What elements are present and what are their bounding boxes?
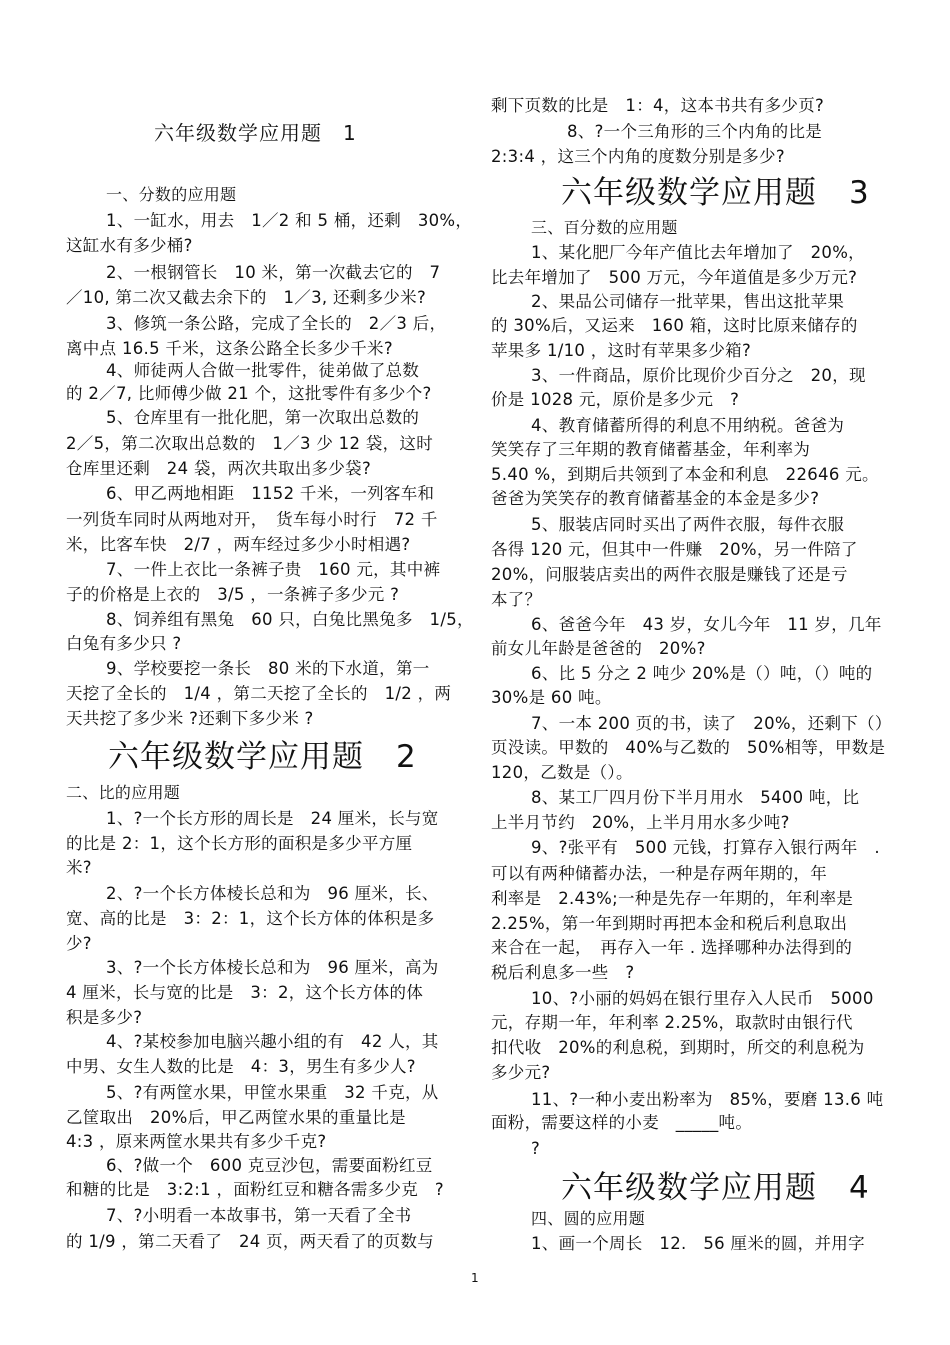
problem-line: 上半月节约 20%，上半月用水多少吨? xyxy=(491,813,790,832)
section-heading: 六年级数学应用题 4 xyxy=(561,1170,870,1206)
problem-line: 天共挖了多少米 ?还剩下多少米 ? xyxy=(66,709,314,728)
problem-line: 的比是 2：1，这个长方形的面积是多少平方厘 xyxy=(66,834,413,853)
problem-line: 可以有两种储蓄办法，一种是存两年期的，年 xyxy=(491,864,827,883)
problem-line: 的 2／7, 比师傅少做 21 个，这批零件有多少个? xyxy=(66,384,432,403)
problem-line: 中男、女生人数的比是 4：3，男生有多少人? xyxy=(66,1057,416,1076)
section-heading: 六年级数学应用题 1 xyxy=(154,121,357,145)
problem-line: 利率是 2.43%;一种是先存一年期的，年利率是 xyxy=(491,889,854,908)
problem-line: 前女儿年龄是爸爸的 20%? xyxy=(491,639,706,658)
problem-line: 6、甲乙两地相距 1152 千米，一列客车和 xyxy=(106,484,435,503)
problem-line: 4、师徒两人合做一批零件，徒弟做了总数 xyxy=(106,361,420,380)
category-title: 四、圆的应用题 xyxy=(531,1209,646,1228)
page-number: 1 xyxy=(471,1271,479,1285)
problem-line: 6、比 5 分之 2 吨少 20%是（）吨，（）吨的 xyxy=(531,664,873,683)
problem-line: 1、画一个周长 12. 56 厘米的圆，并用字 xyxy=(531,1234,865,1253)
problem-line: 7、一件上衣比一条裤子贵 160 元，其中裤 xyxy=(106,560,441,579)
section-heading: 六年级数学应用题 2 xyxy=(108,739,417,775)
problem-line: 8、某工厂四月份下半月用水 5400 吨，比 xyxy=(531,788,860,807)
problem-line: 9、?张平有 500 元钱，打算存入银行两年 . xyxy=(531,838,880,857)
problem-line: 面粉，需要这样的小麦 _____吨。 xyxy=(491,1113,753,1132)
problem-line: 30%是 60 吨。 xyxy=(491,688,612,707)
problem-line: 扣代收 20%的利息税，到期时，所交的利息税为 xyxy=(491,1038,865,1057)
category-title: 二、比的应用题 xyxy=(66,783,181,802)
problem-line: 2、?一个长方体棱长总和为 96 厘米，长、 xyxy=(106,884,439,903)
problem-line: 白兔有多少只 ? xyxy=(66,634,182,653)
problem-line: 笑笑存了三年期的教育储蓄基金，年利率为 xyxy=(491,440,811,459)
problem-line: 米? xyxy=(66,858,92,877)
problem-line: ? xyxy=(531,1139,541,1158)
problem-line: 4:3 ，原来两筐水果共有多少千克? xyxy=(66,1132,327,1151)
category-title: 一、分数的应用题 xyxy=(106,185,237,204)
problem-line: 6、?做一个 600 克豆沙包，需要面粉红豆 xyxy=(106,1156,433,1175)
section-heading: 六年级数学应用题 3 xyxy=(561,175,870,211)
problem-line: 页没读。甲数的 40%与乙数的 50%相等，甲数是 xyxy=(491,738,886,757)
problem-line: 8、?一个三角形的三个内角的比是 xyxy=(567,122,823,141)
problem-line: 7、?小明看一本故事书，第一天看了全书 xyxy=(106,1206,412,1225)
problem-line: 1、一缸水，用去 1／2 和 5 桶，还剩 30%， xyxy=(106,211,473,230)
problem-line: 2、果品公司储存一批苹果，售出这批苹果 xyxy=(531,292,845,311)
problem-line: 6、爸爸今年 43 岁，女儿今年 11 岁，几年 xyxy=(531,615,882,634)
problem-line: 5、?有两筐水果，甲筐水果重 32 千克，从 xyxy=(106,1083,439,1102)
problem-line: 的 1/9 ，第二天看了 24 页，两天看了的页数与 xyxy=(66,1232,435,1251)
problem-line: 7、一本 200 页的书，读了 20%，还剩下（） xyxy=(531,714,892,733)
problem-line: 5、仓库里有一批化肥，第一次取出总数的 xyxy=(106,408,420,427)
problem-line: 2／5，第二次取出总数的 1／3 少 12 袋，这时 xyxy=(66,434,434,453)
problem-line: 税后利息多一些 ? xyxy=(491,963,635,982)
problem-line: 积是多少? xyxy=(66,1008,143,1027)
category-title: 三、百分数的应用题 xyxy=(531,218,678,237)
problem-line: 4、教育储蓄所得的利息不用纳税。爸爸为 xyxy=(531,416,845,435)
problem-line: 爸爸为笑笑存的教育储蓄基金的本金是多少? xyxy=(491,489,820,508)
problem-line: 宽、高的比是 3：2：1，这个长方体的体积是多 xyxy=(66,909,435,928)
problem-line: 米，比客车快 2/7 ，两车经过多少小时相遇? xyxy=(66,535,411,554)
problem-line: 少? xyxy=(66,934,92,953)
problem-line: 子的价格是上衣的 3/5 ，一条裤子多少元 ? xyxy=(66,585,400,604)
problem-line: 5、服装店同时买出了两件衣服，每件衣服 xyxy=(531,515,845,534)
problem-line: 乙筐取出 20%后，甲乙两筐水果的重量比是 xyxy=(66,1108,406,1127)
problem-line: 价是 1028 元，原价是多少元 ? xyxy=(491,390,740,409)
problem-line: 的 30%后，又运来 160 箱，这时比原来储存的 xyxy=(491,316,858,335)
problem-line: 一列货车同时从两地对开， 货车每小时行 72 千 xyxy=(66,510,438,529)
problem-line: 这缸水有多少桶? xyxy=(66,236,193,255)
problem-line: 8、饲养组有黑兔 60 只，白兔比黑兔多 1/5， xyxy=(106,610,474,629)
problem-line: 4 厘米，长与宽的比是 3：2，这个长方体的体 xyxy=(66,983,424,1002)
problem-line: ／10, 第二次又截去余下的 1／3, 还剩多少米? xyxy=(66,288,427,307)
problem-line: 2、一根钢管长 10 米，第一次截去它的 7 xyxy=(106,263,441,282)
problem-line: 9、学校要挖一条长 80 米的下水道，第一 xyxy=(106,659,430,678)
problem-line: 20%，问服装店卖出的两件衣服是赚钱了还是亏 xyxy=(491,565,848,584)
problem-line: 120，乙数是（）。 xyxy=(491,763,633,782)
problem-line: 2.25%，第一年到期时再把本金和税后利息取出 xyxy=(491,914,848,933)
problem-line: 2:3:4 ，这三个内角的度数分别是多少? xyxy=(491,147,785,166)
problem-line: 1、某化肥厂今年产值比去年增加了 20%， xyxy=(531,243,865,262)
problem-line: 5.40 %，到期后共领到了本金和利息 22646 元。 xyxy=(491,465,879,484)
problem-line: 1、?一个长方形的周长是 24 厘米，长与宽 xyxy=(106,809,439,828)
problem-line: 来合在一起， 再存入一年 . 选择哪种办法得到的 xyxy=(491,938,853,957)
problem-line: 本了？ xyxy=(491,590,542,609)
problem-line: 离中点 16.5 千米，这条公路全长多少千米? xyxy=(66,339,393,358)
problem-line: 3、一件商品，原价比现价少百分之 20，现 xyxy=(531,366,866,385)
problem-line: 3、?一个长方体棱长总和为 96 厘米，高为 xyxy=(106,958,439,977)
problem-line: 和糖的比是 3:2:1 ，面粉红豆和糖各需多少克 ? xyxy=(66,1180,444,1199)
problem-line: 3、修筑一条公路，完成了全长的 2／3 后， xyxy=(106,314,447,333)
problem-line: 11、?一种小麦出粉率为 85%，要磨 13.6 吨 xyxy=(531,1090,884,1109)
problem-line: 比去年增加了 500 万元，今年道值是多少万元? xyxy=(491,268,858,287)
problem-line: 多少元? xyxy=(491,1063,551,1082)
problem-line: 各得 120 元，但其中一件赚 20%，另一件陪了 xyxy=(491,540,858,559)
problem-line: 10、?小丽的妈妈在银行里存入人民币 5000 xyxy=(531,989,874,1008)
problem-line: 天挖了全长的 1/4 ，第二天挖了全长的 1/2 ，两 xyxy=(66,684,452,703)
problem-line: 元，存期一年，年利率 2.25%，取款时由银行代 xyxy=(491,1013,853,1032)
problem-line: 4、?某校参加电脑兴趣小组的有 42 人，其 xyxy=(106,1032,439,1051)
problem-line: 仓库里还剩 24 袋，两次共取出多少袋? xyxy=(66,459,371,478)
problem-line: 苹果多 1/10 ，这时有苹果多少箱? xyxy=(491,341,751,360)
problem-line: 剩下页数的比是 1：4，这本书共有多少页? xyxy=(491,96,825,115)
